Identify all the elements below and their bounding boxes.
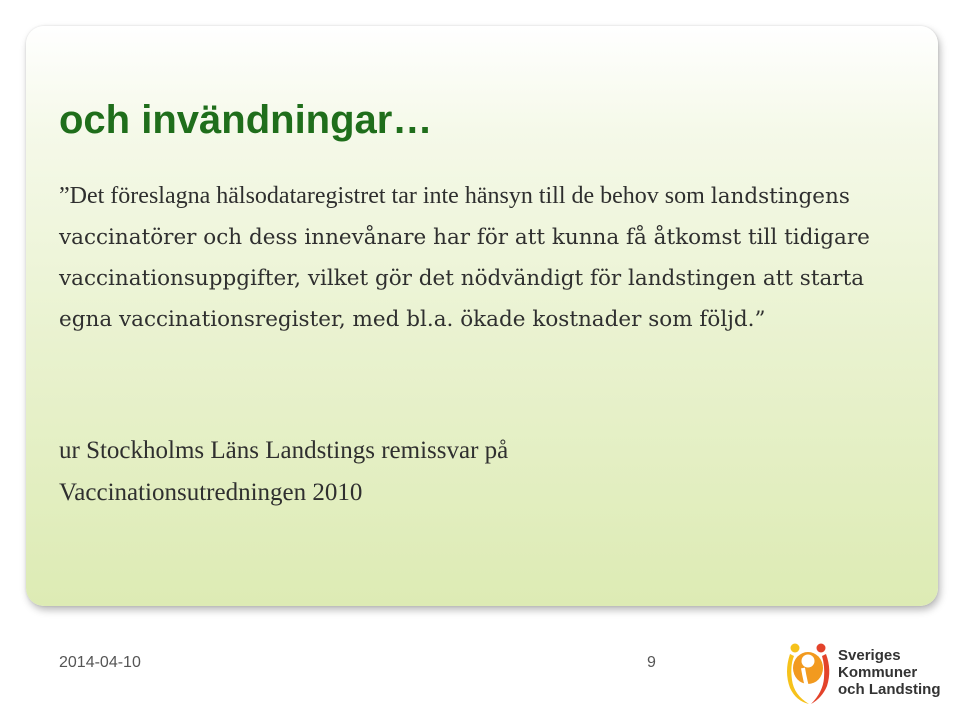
quote-body: landstingens vaccinatörer och dess innevånare har för att kunna få åtkomst till tidigare vaccinationsuppgifter, vilket gör det nödvändigt för landstingen att starta egna vaccinationsregister, med bl.a. ökade kostnader som följd. [59, 184, 870, 332]
source-line-1: ur Stockholms Läns Landstings remissvar på [59, 437, 509, 464]
quote-open-mark: ” [59, 183, 70, 209]
source-line-2: Vaccinationsutredningen 2010 [59, 479, 363, 506]
page-number: 9 [647, 654, 656, 671]
skl-logo-text [838, 647, 941, 698]
quote-source [59, 430, 909, 514]
quote-lead: Det föreslagna hälsodataregistret tar inte hänsyn till de behov som [69, 183, 711, 209]
slide-title: och invändningar… [59, 98, 433, 142]
quote-close-mark: ” [754, 307, 766, 332]
skl-logo [780, 638, 940, 706]
skl-logo-icon [780, 638, 836, 706]
logo-line-3: och Landsting [838, 681, 941, 698]
quote-text [59, 176, 909, 340]
logo-line-2: Kommuner [838, 664, 918, 681]
footer-date: 2014-04-10 [59, 654, 141, 671]
logo-line-1: Sveriges [838, 647, 901, 664]
